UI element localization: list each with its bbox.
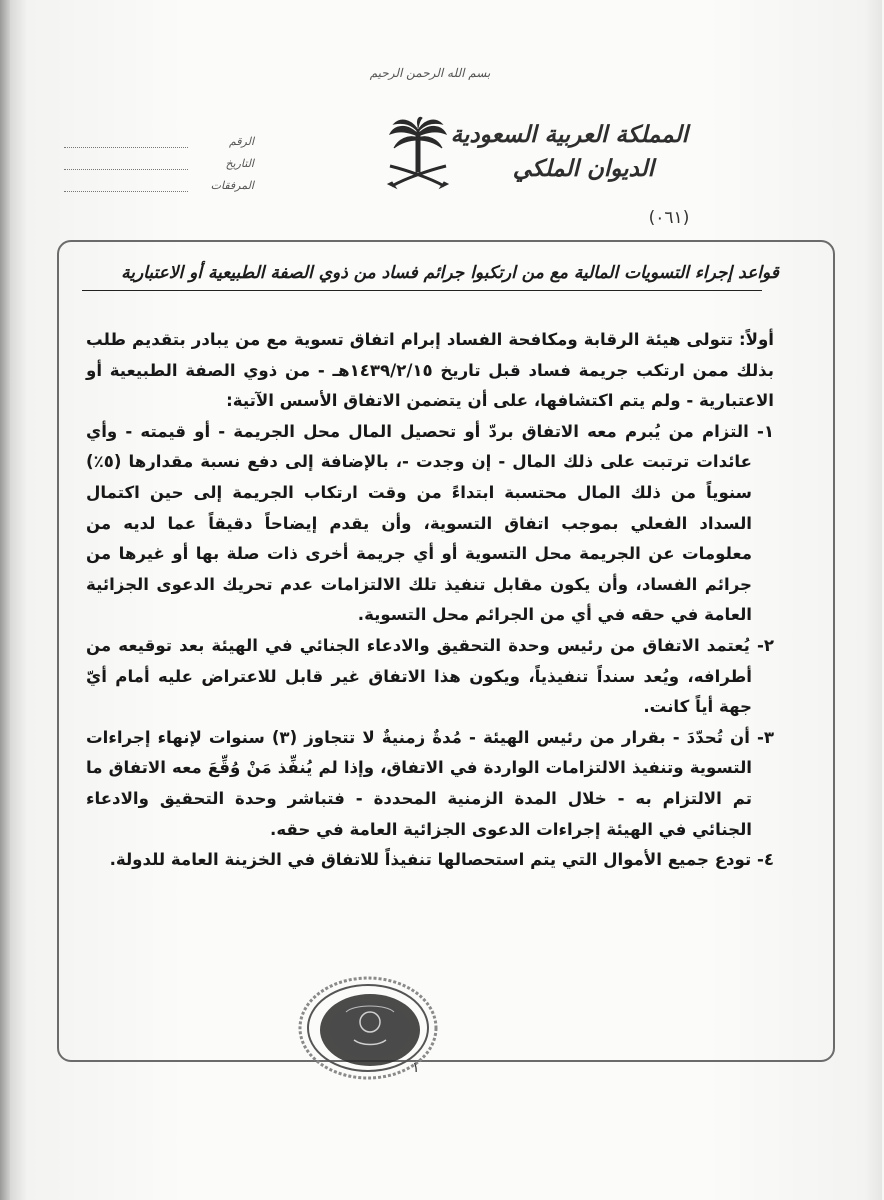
reference-date-label: التاريخ (225, 157, 254, 170)
rule-item-text: التزام من يُبرم معه الاتفاق بردّ أو تحصيل المال محل الجريمة - أو قيمته - وأي عائدات ترتبت على ذلك المال - إن وجدت -، بالإضافة إلى دفع نسبة مقدارها (٥٪) سنوياً من ذلك المال محتسبة ابتداءً من وقت ارتكاب الجريمة إلى حين اكتمال السداد الفعلي بموجب اتفاق التسوية، وأن يقدم إيضاحاً دقيقاً عما لديه من معلومات عن الجريمة محل التسوية أو أي جريمة أخرى ذات صلة بها أو غيرها من جرائم الفساد، وأن يكون مقابل تنفيذ تلك الالتزامات عدم تحريك الدعوى الجزائية العامة في حقه في أي من الجرائم محل التسوية. (86, 421, 752, 625)
rule-item-3 (86, 723, 774, 845)
attachments-label: المرفقات (210, 179, 254, 192)
reference-date-field (64, 148, 254, 170)
reference-date-blank (64, 157, 188, 170)
document-code: (٠٦١) (648, 208, 690, 228)
rule-item-number: ١- (756, 421, 775, 441)
page-number: ١ (412, 1060, 420, 1076)
document-body (86, 325, 774, 876)
issuer-header (451, 118, 688, 186)
title-underline (82, 290, 762, 291)
attachments-blank (64, 179, 188, 192)
rule-item-number: ٤- (756, 850, 774, 870)
rule-item-text: يُعتمد الاتفاق من رئيس وحدة التحقيق والادعاء الجنائي في الهيئة بعد توقيعه من أطرافه، ويُعد سنداً تنفيذياً، ويكون هذا الاتفاق غير قابل للاعتراض عليه أمام أيّ جهة أياً كانت. (86, 635, 752, 717)
royal-court-name: الديوان الملكي (512, 155, 654, 182)
document-title: قواعد إجراء التسويات المالية مع من ارتكبوا جرائم فساد من ذوي الصفة الطبيعية أو الاعتبارية (121, 263, 779, 283)
basmala: بسم الله الرحمن الرحيم (369, 66, 491, 80)
kingdom-name: المملكة العربية السعودية (450, 121, 688, 148)
reference-number-field (64, 126, 254, 148)
rule-item-1 (86, 417, 774, 631)
reference-number-blank (64, 135, 188, 148)
attachments-field (64, 170, 254, 192)
intro-paragraph: أولاً: تتولى هيئة الرقابة ومكافحة الفساد إبرام اتفاق تسوية مع من يبادر بتقديم طلب بذلك ممن ارتكب جريمة فساد قبل تاريخ ١٤٣٩/٢/١٥هـ - من ذوي الصفة الطبيعية أو الاعتبارية - ولم يتم اكتشافها، على أن يتضمن الاتفاق الأسس الآتية: (86, 330, 774, 411)
reference-number-label: الرقم (228, 135, 254, 148)
saudi-palm-swords-emblem-icon (386, 116, 450, 196)
rule-item-text: أن تُحدّدَ - بقرار من رئيس الهيئة - مُدةٌ زمنيةٌ لا تتجاوز (٣) سنوات لإنهاء إجراءات التسوية وتنفيذ الالتزامات الواردة في الاتفاق، وإذا لم يُنفِّذ مَنْ وُقِّعَ معه الاتفاق ما تم الالتزام به - خلال المدة الزمنية المحددة - فتباشر وحدة التحقيق والادعاء الجنائي في الهيئة إجراءات الدعوى الجزائية العامة في حقه. (86, 727, 752, 839)
rule-item-number: ٢- (756, 635, 774, 655)
rule-item-number: ٣- (756, 727, 774, 747)
reference-fields (64, 126, 254, 192)
rule-item-4 (86, 845, 774, 876)
rule-item-text: تودع جميع الأموال التي يتم استحصالها تنفيذاً للاتفاق في الخزينة العامة للدولة. (109, 850, 752, 870)
rule-item-2 (86, 631, 774, 723)
